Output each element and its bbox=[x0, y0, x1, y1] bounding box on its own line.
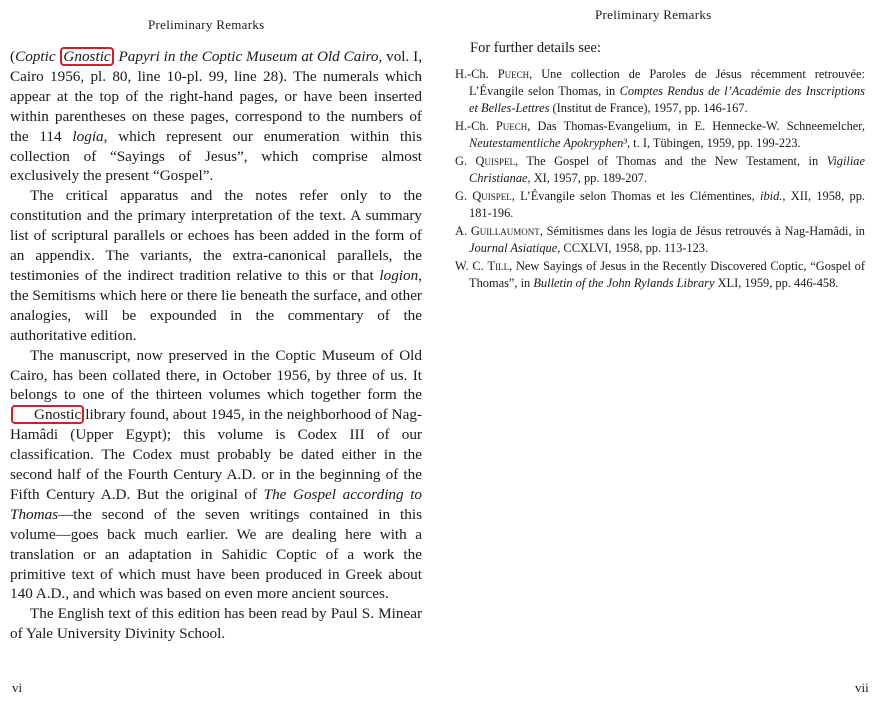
author-initial: G. bbox=[455, 189, 473, 204]
references-list bbox=[455, 66, 865, 293]
author-name: Guillaumont bbox=[470, 224, 540, 239]
reference-item bbox=[455, 66, 865, 118]
reference-item bbox=[455, 118, 865, 152]
highlighted-word-text: Gnostic bbox=[34, 406, 82, 424]
text-segment: , vol. I, Cairo 1956, pl. 80, line 10-pl. 99, line 28). The numerals which appear at the top of the right-hand pages, or have been inserted within parentheses on these pages, correspond to the numbers of the 114 bbox=[10, 48, 423, 145]
reference-item bbox=[455, 153, 865, 187]
author-initial: G. bbox=[455, 154, 476, 169]
text-segment: , t. I, Tübingen, 1959, pp. 199-223. bbox=[626, 136, 801, 151]
text-segment: —the second of the seven writings contained in this volume—goes back much earlier. We are dealing here with a translation or an adaptation in Sahidic Coptic of a work the primitive text of which must have been produced in Greek about 140 A.D., and which was based on even more ancient sources. bbox=[10, 505, 422, 603]
highlighted-word-gnostic-1 bbox=[60, 47, 113, 66]
text-segment: , the Semitisms which here or there lie beneath the surface, and other analogies, will be expounded in the commentary of the authoritative edition. bbox=[10, 266, 422, 344]
text-segment: (Institut de France), 1957, pp. 146-167. bbox=[549, 101, 748, 116]
text-segment: , which represent our enumeration within this collection of “Sayings of Jesus”, which comprise almost exclusively the present “Gospel”. bbox=[10, 127, 422, 185]
reference-item bbox=[455, 258, 865, 292]
text-segment: , XII, 1958, pp. 181-196. bbox=[469, 189, 865, 221]
author-initial: H.-Ch. bbox=[455, 119, 496, 134]
text-segment: library found, about 1945, in the neighborhood of Nag-Hamâdi (Upper Egypt); this volume is Codex III of our classification. The Codex must probably be dated either in the second half of the Fourth Century A.D. or in the beginning of the Fifth Century A.D. But the original of bbox=[10, 406, 422, 503]
text-segment: , L’Évangile selon Thomas et les Clémentines, bbox=[511, 189, 761, 204]
text-segment: , XI, 1957, pp. 189-207. bbox=[527, 171, 647, 186]
author-initial: W. C. bbox=[455, 259, 488, 274]
italic-title: The Gospel according to Thomas bbox=[10, 485, 423, 523]
italic-segment: logion bbox=[379, 266, 419, 284]
italic-title: Vigiliae Christianae bbox=[469, 154, 865, 186]
reference-item bbox=[455, 188, 865, 222]
author-name: Till bbox=[487, 259, 510, 274]
reference-item bbox=[455, 223, 865, 257]
italic-title: Comptes Rendus de l’Académie des Inscriptions et Belles-Lettres bbox=[469, 84, 865, 116]
author-name: Quispel bbox=[475, 154, 515, 169]
text-segment: , Sémitismes dans les logia de Jésus retrouvés à Nag-Hamâdi, in bbox=[539, 224, 865, 239]
paragraph-3 bbox=[10, 346, 422, 605]
italic-title: Journal Asiatique bbox=[469, 241, 558, 256]
body-text bbox=[10, 47, 422, 644]
running-head-left: Preliminary Remarks bbox=[148, 17, 265, 32]
author-initial: H.-Ch. bbox=[455, 67, 498, 81]
running-head-right: Preliminary Remarks bbox=[595, 7, 712, 22]
paragraph-2 bbox=[10, 186, 422, 345]
page-number-right: vii bbox=[855, 680, 869, 695]
italic-segment: Coptic bbox=[15, 48, 56, 65]
author-name: Puech bbox=[497, 67, 530, 81]
highlighted-word-text: Gnostic bbox=[63, 48, 111, 65]
text-segment: , New Sayings of Jesus in the Recently Discovered Coptic, “Gospel of Thomas”, in bbox=[469, 259, 865, 291]
italic-title: Bulletin of the John Rylands Library bbox=[533, 276, 715, 291]
text-segment: , Une collection de Paroles de Jésus récemment retrouvée: L’Évangile selon Thomas, in bbox=[469, 67, 865, 99]
text-segment: The manuscript, now preserved in the Coptic Museum of Old Cairo, has been collated there, in October 1956, by three of us. It belongs to one of the thirteen volumes which together form the bbox=[10, 346, 422, 404]
italic-title: ibid. bbox=[760, 189, 783, 204]
text-segment: The critical apparatus and the notes refer only to the constitution and the primary interpretation of the text. A summary list of scriptural parallels or echoes has been added in the form of an appendix. The variants, the extra-canonical parallels, the testimonies of the indirect tradition relative to this or that bbox=[10, 187, 422, 284]
right-page bbox=[440, 0, 880, 705]
author-initial: A. bbox=[455, 224, 471, 239]
author-name: Puech bbox=[495, 119, 528, 134]
left-page bbox=[0, 0, 435, 705]
paragraph-1 bbox=[10, 47, 422, 186]
text-segment: , The Gospel of Thomas and the New Testament, in bbox=[514, 154, 827, 169]
references-heading: For further details see: bbox=[470, 40, 601, 56]
italic-title: Papyri in the Coptic Museum at Old Cairo bbox=[118, 48, 379, 65]
text-segment: The English text of this edition has been read by Paul S. Minear of Yale University Divinity School. bbox=[10, 605, 422, 643]
highlighted-word-gnostic-2 bbox=[11, 405, 84, 424]
page-number-left: vi bbox=[12, 680, 23, 695]
text-segment: , CCXLVI, 1958, pp. 113-123. bbox=[557, 241, 709, 256]
italic-segment: logia bbox=[72, 127, 104, 145]
text-segment: ( bbox=[10, 48, 16, 65]
paragraph-4 bbox=[10, 604, 422, 644]
text-segment: , Das Thomas-Evangelium, in E. Hennecke-W. Schneemelcher, bbox=[527, 119, 865, 134]
italic-title: Neutestamentliche Apokryphen³ bbox=[469, 136, 627, 151]
author-name: Quispel bbox=[472, 189, 512, 204]
text-segment: XLI, 1959, pp. 446-458. bbox=[714, 276, 839, 291]
